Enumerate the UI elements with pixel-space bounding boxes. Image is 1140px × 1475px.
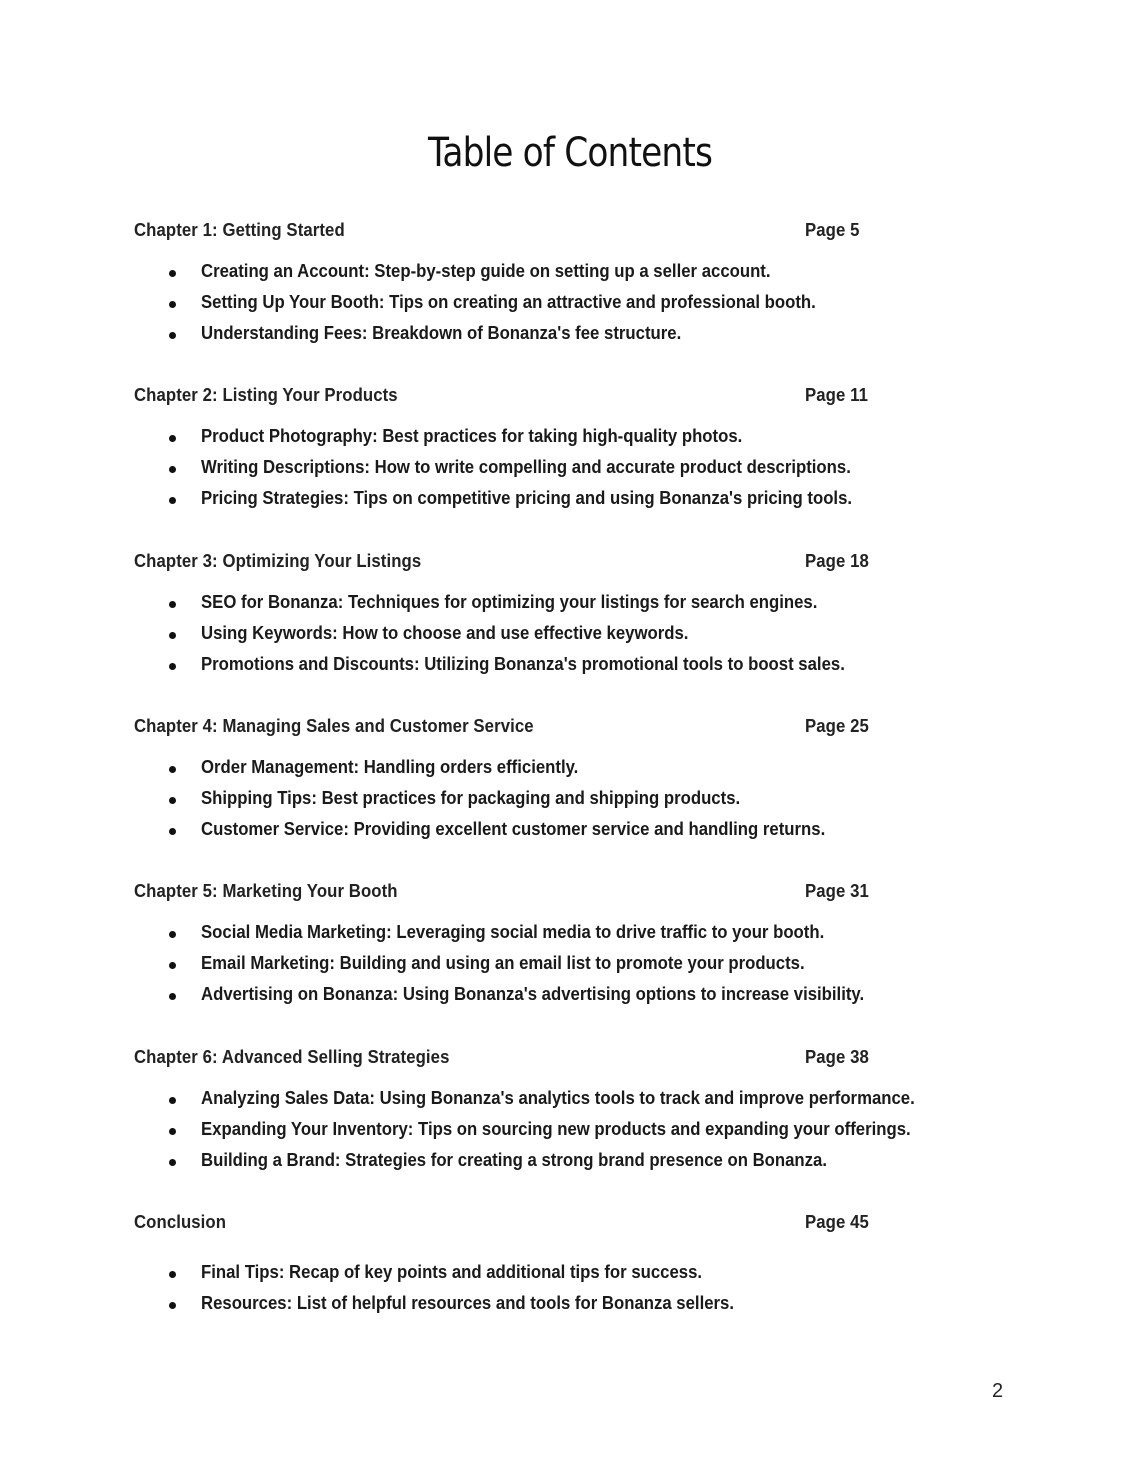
chapter-page-ref[interactable]: Page 38 [805,1047,869,1067]
list-item-text: Order Management: Handling orders efficiently. [201,757,579,777]
chapter-page-ref[interactable]: Page 18 [805,551,869,571]
list-item-text: Resources: List of helpful resources and tools for Bonanza sellers. [201,1292,735,1313]
bullet-icon [169,766,176,773]
bullet-icon [169,601,176,608]
list-item-text: Promotions and Discounts: Utilizing Bonanza's promotional tools to boost sales. [201,653,845,674]
page-number: 2 [992,1380,1004,1402]
toc-chapter-5 [134,881,1034,1004]
list-item-text: Using Keywords: How to choose and use effective keywords. [201,622,689,643]
chapter-title[interactable]: Conclusion [134,1212,227,1232]
list-item-text: Customer Service: Providing excellent customer service and handling returns. [201,818,826,839]
bullet-icon [169,497,176,504]
bullet-icon [169,797,176,804]
chapter-page-ref[interactable]: Page 25 [805,716,869,736]
chapter-heading [134,385,1034,409]
chapter-page-ref[interactable]: Page 11 [805,385,869,405]
chapter-heading [134,1212,1034,1236]
list-item-text: Pricing Strategies: Tips on competitive pricing and using Bonanza's pricing tools. [201,487,853,508]
bullet-icon [169,993,176,1000]
bullet-icon [169,962,176,969]
bullet-icon [169,931,176,938]
toc-chapter-1 [134,220,1034,343]
chapter-page-ref[interactable]: Page 5 [805,220,860,240]
chapter-heading [134,1047,1034,1071]
chapter-title[interactable]: Chapter 1: Getting Started [134,220,345,240]
list-item-text: Shipping Tips: Best practices for packaging and shipping products. [201,787,741,808]
bullet-icon [169,332,176,339]
bullet-icon [169,828,176,835]
chapter-heading [134,881,1034,905]
bullet-icon [169,632,176,639]
bullet-icon [169,1159,176,1166]
bullet-icon [169,466,176,473]
toc-conclusion [134,1212,1034,1313]
chapter-page-ref[interactable]: Page 31 [805,881,869,901]
bullet-icon [169,1097,176,1104]
bullet-icon [169,1271,176,1278]
list-item-text: Analyzing Sales Data: Using Bonanza's analytics tools to track and improve performance. [201,1088,915,1108]
chapter-title[interactable]: Chapter 4: Managing Sales and Customer Service [134,716,534,736]
bullet-icon [169,1128,176,1135]
bullet-icon [169,1302,176,1309]
list-item-text: Final Tips: Recap of key points and additional tips for success. [201,1262,703,1282]
toc-chapter-4 [134,716,1034,839]
list-item-text: Creating an Account: Step-by-step guide on setting up a seller account. [201,261,771,281]
chapter-title[interactable]: Chapter 5: Marketing Your Booth [134,881,398,901]
bullet-icon [169,435,176,442]
list-item-text: SEO for Bonanza: Techniques for optimizing your listings for search engines. [201,592,818,612]
chapter-title[interactable]: Chapter 6: Advanced Selling Strategies [134,1047,450,1067]
list-item-text: Building a Brand: Strategies for creating a strong brand presence on Bonanza. [201,1149,828,1170]
chapter-heading [134,551,1034,575]
list-item-text: Email Marketing: Building and using an email list to promote your products. [201,952,805,973]
list-item-text: Social Media Marketing: Leveraging social media to drive traffic to your booth. [201,922,825,942]
list-item-text: Setting Up Your Booth: Tips on creating an attractive and professional booth. [201,291,816,312]
list-item-text: Advertising on Bonanza: Using Bonanza's advertising options to increase visibility. [201,983,865,1004]
list-item-text: Writing Descriptions: How to write compelling and accurate product descriptions. [201,456,851,477]
page-title: Table of Contents [427,130,713,176]
bullet-icon [169,270,176,277]
chapter-page-ref[interactable]: Page 45 [805,1212,869,1232]
list-item-text: Understanding Fees: Breakdown of Bonanza's fee structure. [201,322,682,343]
list-item-text: Product Photography: Best practices for taking high-quality photos. [201,426,743,446]
toc-chapter-3 [134,551,1034,674]
chapter-title[interactable]: Chapter 2: Listing Your Products [134,385,398,405]
chapter-heading [134,220,1034,244]
toc-chapter-2 [134,385,1034,508]
list-item-text: Expanding Your Inventory: Tips on sourcing new products and expanding your offerings. [201,1118,911,1139]
bullet-icon [169,301,176,308]
chapter-title[interactable]: Chapter 3: Optimizing Your Listings [134,551,422,571]
bullet-icon [169,663,176,670]
toc-chapter-6 [134,1047,1034,1170]
chapter-heading [134,716,1034,740]
